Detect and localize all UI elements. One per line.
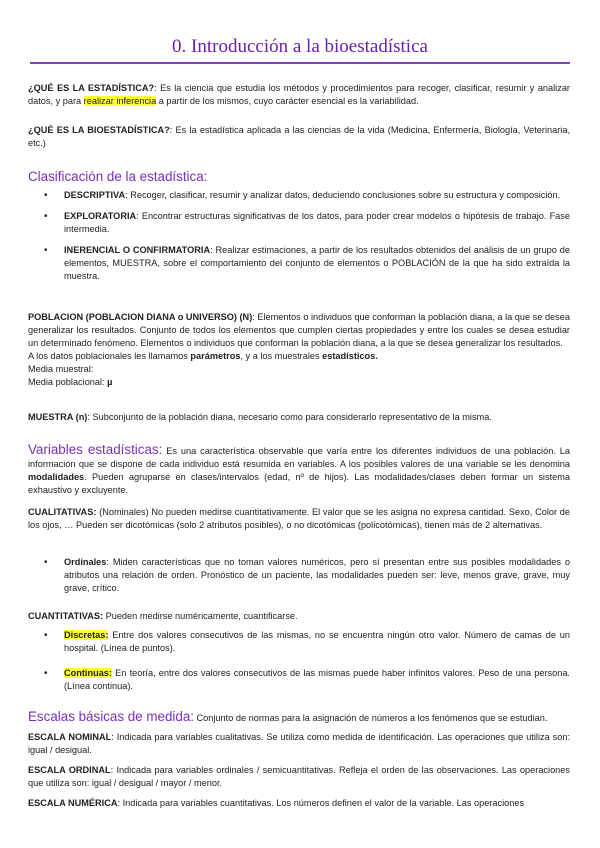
definition-estadistica: ¿QUÉ ES LA ESTADÍSTICA?: Es la ciencia que estudia los métodos y procedimientos para recoger, clasificar, resumir y analizar datos, y para realizar inferencia a partir de los mismos, cuyo carácter esencial es la variabilidad. — [28, 83, 570, 106]
page-title: 0. Introducción a la bioestadística — [172, 36, 428, 57]
list-item: • Ordinales: Miden características que no toman valores numéricos, pero sí presentan entre sus posibles modalidades o atributos una relación de orden. Pronóstico de un paciente, las modalidades pueden ser: leve, menos grave, grave, muy grave, crítico. — [44, 557, 570, 593]
term-cuantitativas: CUANTITATIVAS: — [28, 611, 104, 621]
escalas-section: Escalas básicas de medida: Conjunto de normas para la asignación de números a los fenómenos que se estudian. — [28, 709, 548, 724]
cuantitativas-list — [28, 629, 570, 701]
muestra-section: MUESTRA (n): Subconjunto de la población diana, necesario como para considerarlo representativo de la misma. — [28, 412, 492, 422]
heading-variables: Variables estadísticas: — [28, 442, 163, 457]
list-item: • DESCRIPTIVA: Recoger, clasificar, resumir y analizar datos, deduciendo conclusiones sobre su estructura y composición. — [44, 190, 561, 201]
parametros-line: A los datos poblacionales les llamamos parámetros, y a los muestrales estadísticos. — [28, 351, 378, 361]
media-muestral: Media muestral: — [28, 364, 94, 374]
term-bioestadistica: ¿QUÉ ES LA BIOESTADÍSTICA? — [28, 125, 170, 135]
term-muestra: MUESTRA (n) — [28, 412, 88, 422]
variables-section: Variables estadísticas: Es una característica observable que varía entre los diferentes individuos de una población. La información que se dispone de cada individuo está resumida en variables. A los posibles valores de una variable se les denomina modalidades. Pueden agruparse en clases/intervalos (edad, nº de hijos). Las modalidades/clases deben formar un sistema exhaustivo y excluyente. — [28, 442, 570, 495]
poblacion-section: POBLACION (POBLACION DIANA o UNIVERSO) (N): Elementos o individuos que conforman la población diana, a la que se desea generalizar los resultados. Conjunto de todos los elementos que cumplen ciertas propiedades y entre los cuales se desea estudiar un determinado fenómeno. Elementos o individuos que conforman la población diana, a la que se desea generalizar los resultados. A los datos poblacionales les llamamos parámetros, y a los muestrales estadísticos. Media muestral: Media poblacional: µ — [28, 312, 570, 387]
definition-bioestadistica: ¿QUÉ ES LA BIOESTADÍSTICA?: Es la estadística aplicada a las ciencias de la vida (Medicina, Enfermería, Biología, Veterinaria, etc.) — [28, 125, 570, 148]
term-poblacion: POBLACION (POBLACION DIANA o UNIVERSO) (N) — [28, 312, 253, 322]
media-poblacional: Media poblacional: µ — [28, 377, 113, 387]
cualitativas-section: CUALITATIVAS: (Nominales) No pueden medirse cuantitativamente. El valor que se les asigna no expresa cantidad. Sexo, Color de los ojos, … Pueden ser dicotómicas (solo 2 atributos posibles), o no dicotómicas (policotómicas), tienen más de 2 alternativas. — [28, 507, 570, 530]
title-underline — [30, 62, 570, 64]
term-cualitativas: CUALITATIVAS: — [28, 507, 97, 517]
escala-ordinal: ESCALA ORDINAL: Indicada para variables ordinales / semicuantitativas. Refleja el orden de las observaciones. Las operaciones que utiliza son: igual / desigual / mayor / menor. — [28, 765, 570, 788]
list-item: • Continuas: En teoría, entre dos valores consecutivos de las mismas puede haber infinitos valores. Peso de una persona. (Línea continua). — [44, 668, 570, 691]
escala-numerica: ESCALA NUMÉRICA: Indicada para variables cuantitativas. Los números definen el valor de la variable. Las operaciones — [28, 798, 525, 808]
list-item: • INERENCIAL O CONFIRMATORIA: Realizar estimaciones, a partir de los resultados obtenidos del análisis de un grupo de elementos, MUESTRA, sobre el comportamiento del conjunto de elementos o POBLACIÓN de la que ha sido extraída la muestra. — [44, 245, 570, 281]
escala-nominal: ESCALA NOMINAL: Indicada para variables cualitativas. Se utiliza como medida de identificación. Las operaciones que utiliza son: igual / desigual. — [28, 732, 570, 755]
list-item: • Discretas: Entre dos valores consecutivos de las mismas, no se encuentra ningún otro valor. Número de camas de un hospital. (Línea de puntos). — [44, 630, 570, 653]
ordinales-list — [28, 556, 570, 603]
heading-clasificacion: Clasificación de la estadística: — [28, 169, 208, 184]
term-estadistica: ¿QUÉ ES LA ESTADÍSTICA? — [28, 83, 155, 93]
heading-escalas: Escalas básicas de medida: — [28, 709, 194, 724]
highlight-inferencia: realizar inferencia — [83, 96, 157, 106]
clasificacion-list — [28, 189, 570, 291]
cuantitativas-section: CUANTITATIVAS: Pueden medirse numéricamente, cuantificarse. — [28, 611, 298, 621]
list-item: • EXPLORATORIA: Encontrar estructuras significativas de los datos, para poder crear modelos o hipótesis de trabajo. Fase intermedia. — [44, 211, 570, 234]
